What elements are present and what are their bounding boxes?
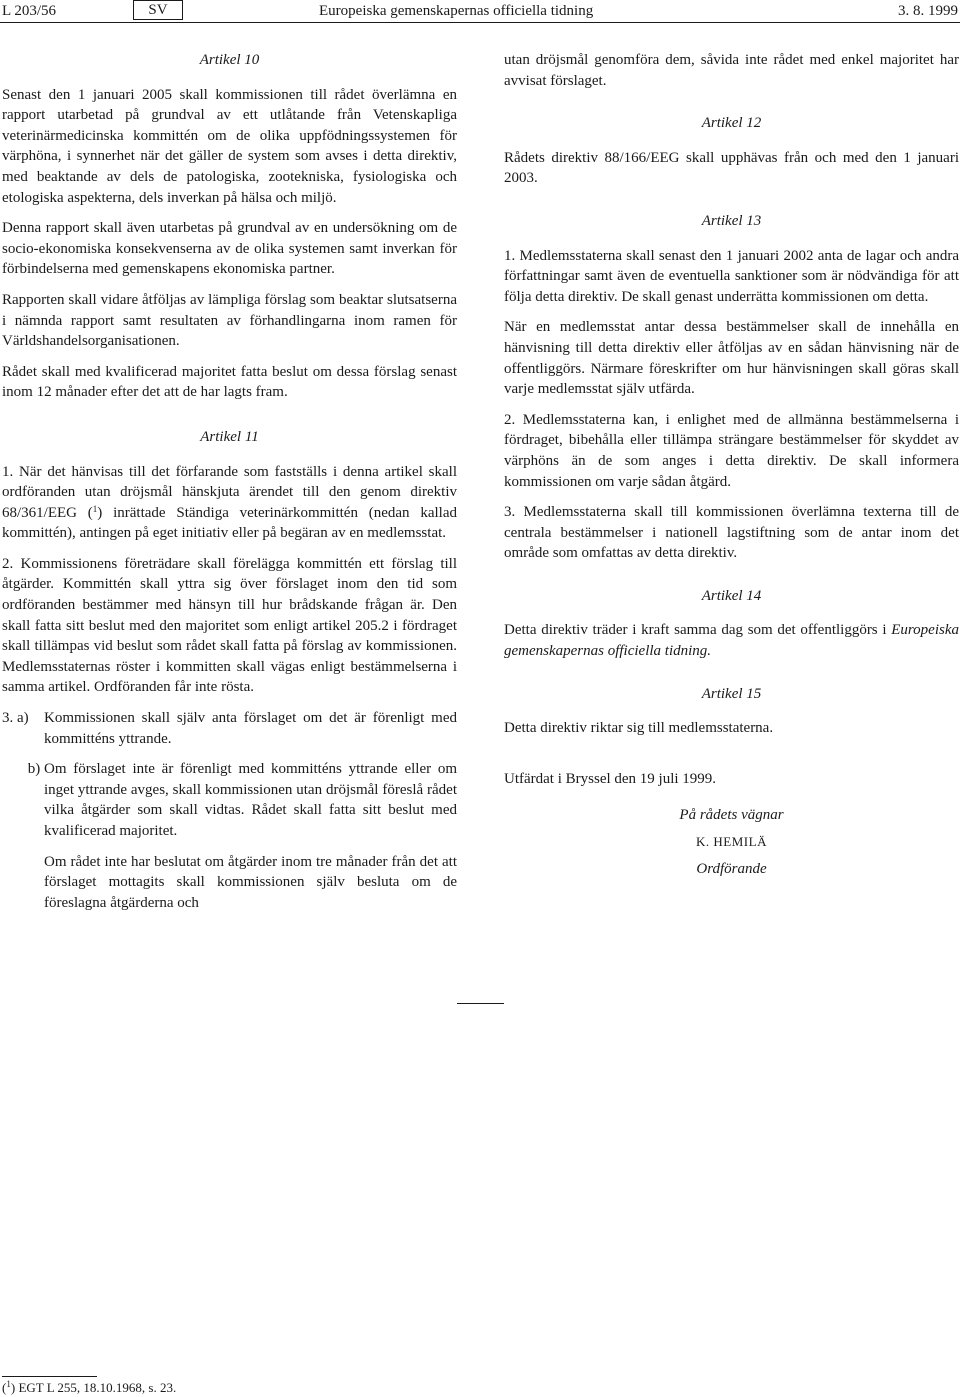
item-3-number: 3. — [2, 710, 14, 727]
page-header — [0, 0, 960, 22]
continuation-paragraph: utan dröjsmål genomföra dem, såvida inte rådet med enkel majoritet har avvisat förslaget. — [504, 52, 959, 89]
item-a-label: a) — [17, 710, 29, 727]
article-10-paragraph-2: Denna rapport skall även utarbetas på grundval av en undersökning om de socio-ekonomiska konsekvenserna av de olika systemen samt inverkan för förbindelserna med gemenskapens ekonomiska partner. — [2, 220, 457, 278]
done-at-line: Utfärdat i Bryssel den 19 juli 1999. — [504, 770, 717, 787]
article-11-item-3a — [2, 708, 457, 749]
article-15-heading: Artikel 15 — [701, 685, 762, 702]
article-11-paragraph-2: 2. Kommissionens företrädare skall förelägga kommittén ett förslag till åtgärder. Kommittén skall yttra sig över förslaget inom den tid som ordföranden bestämmer med hänsyn till hur brådskande frågan är. Den skall fatta sitt beslut med den majoritet som enligt artikel 205.2 i fördraget skall tillämpas vid beslut som rådet skall fatta på förslag av kommissionen. Medlemsstaternas röster i kommitten skall vägas enligt bestämmelserna i samma artikel. Ordföranden får inte rösta. — [2, 555, 457, 696]
item-a-text: Kommissionen skall själv anta förslaget om det är förenligt med kommitténs yttrande. — [44, 710, 457, 747]
journal-name-italic: Europeiska gemenskapernas officiella tidning. — [504, 622, 959, 660]
article-10-paragraph-3: Rapporten skall vidare åtföljas av lämpliga förslag som beaktar slutsatserna i nämnda rapport samt resultaten av förhandlingarna inom ramen för Världshandelsorganisationen. — [2, 291, 457, 350]
article-12-paragraph-1: Rådets direktiv 88/166/EEG skall upphävas från och med den 1 januari 2003. — [504, 149, 959, 187]
journal-title: Europeiska gemenskapernas officiella tidning — [319, 3, 594, 19]
article-15-paragraph-1: Detta direktiv riktar sig till medlemsstaterna. — [504, 720, 774, 737]
item-b-text: Om förslaget inte är förenligt med kommitténs yttrande eller om inget yttrande avges, skall kommissionen utan dröjsmål föreslå rådet vilka åtgärder som skall vidtas. Rådet skall fatta sitt beslut med kvalificerad majoritet. — [44, 761, 457, 839]
footnote-reference: 1 — [92, 503, 98, 514]
article-14-heading: Artikel 14 — [701, 587, 762, 604]
article-10-paragraph-1: Senast den 1 januari 2005 skall kommissionen till rådet överlämna en rapport utarbetad på grundval av ett utlåtande från Vetenskapliga veterinärmedicinska kommittén om de olika uppfödningssystemen för värphöna, i synnerhet när det gäller de system som avses i detta direktiv, med beaktande av dels de patologiska, zootekniska, fysiologiska och etologiska aspekterna, dels inverkan på hälsa och miljö. — [2, 86, 457, 206]
article-13-paragraph-1: 1. Medlemsstaterna skall senast den 1 januari 2002 anta de lagar och andra författningar samt även de eventuella sanktioner som är nödvändiga för att följa detta direktiv. De skall genast underrätta kommissionen om detta. — [504, 247, 959, 305]
left-column — [2, 50, 457, 923]
item-b-label: b) — [27, 761, 41, 778]
article-13-paragraph-2: När en medlemsstat antar dessa bestämmelser skall de innehålla en hänvisning till detta direktiv eller åtföljas av en sådan hänvisning när de offentliggörs. Närmare föreskrifter om hur hänvisningen skall göras skall varje medlemsstat själv utfärda. — [504, 319, 959, 398]
article-10-paragraph-4: Rådet skall med kvalificerad majoritet fatta beslut om dessa förslag senast inom 12 månader efter det att de har lagts fram. — [2, 363, 457, 401]
footnote: ($^1$) EGT L 255, 18.10.1968, s. 23. — [2, 1379, 177, 1395]
article-12-heading: Artikel 12 — [701, 115, 762, 132]
page-reference: L 203/56 — [2, 3, 57, 19]
article-14-paragraph-1: Detta direktiv träder i kraft samma dag som det offentliggörs i Europeiska gemenskapernas officiella tidning. — [504, 622, 959, 660]
issue-date: 3. 8. 1999 — [898, 3, 958, 19]
footnote-marker: 1 — [6, 1379, 11, 1389]
article-11-item-3b-continuation: Om rådet inte har beslutat om åtgärder inom tre månader från det att förslaget mottagits skall kommissionen själv besluta om de föreslagna åtgärderna och — [44, 853, 457, 911]
article-11-paragraph-1: 1. När det hänvisas till det förfarande som fastställs i denna artikel skall ordföranden utan dröjsmål hänskjuta ärendet till den genom direktiv 68/361/EEG ($^1$) inrättade Ständiga veterinärkommittén (nedan kallad kommittén), antingen på eget initiativ eller på begäran av en medlemsstat. — [2, 463, 457, 542]
article-10-heading: Artikel 10 — [199, 52, 260, 68]
header-rule — [0, 22, 960, 23]
article-13-paragraph-3: 2. Medlemsstaterna kan, i enlighet med de allmänna bestämmelserna i fördraget, bibehålla eller tillämpa strängare bestämmelser för skyddet av värphöns än de som anges i detta direktiv. De skall informera kommissionen om varje sådan åtgärd. — [504, 411, 959, 490]
article-11-item-3b — [2, 759, 457, 841]
footnote-rule — [2, 1376, 97, 1377]
signatory-role: Ordförande — [696, 860, 767, 877]
article-13-heading: Artikel 13 — [701, 212, 762, 229]
article-13-paragraph-4: 3. Medlemsstaterna skall till kommissionen överlämna texterna till de centrala bestämmelser i nationell lagstiftning som de antar inom det område som omfattas av detta direktiv. — [504, 504, 959, 562]
signature-block — [504, 805, 959, 879]
article-11-heading: Artikel 11 — [200, 428, 259, 445]
section-divider — [457, 1003, 504, 1004]
right-column — [504, 50, 959, 879]
signatory-name: K. HEMILÄ — [696, 834, 767, 850]
signature-on-behalf: På rådets vägnar — [679, 807, 784, 824]
language-badge: SV — [133, 0, 183, 20]
footnote-text: EGT L 255, 18.10.1968, s. 23. — [15, 1380, 177, 1395]
